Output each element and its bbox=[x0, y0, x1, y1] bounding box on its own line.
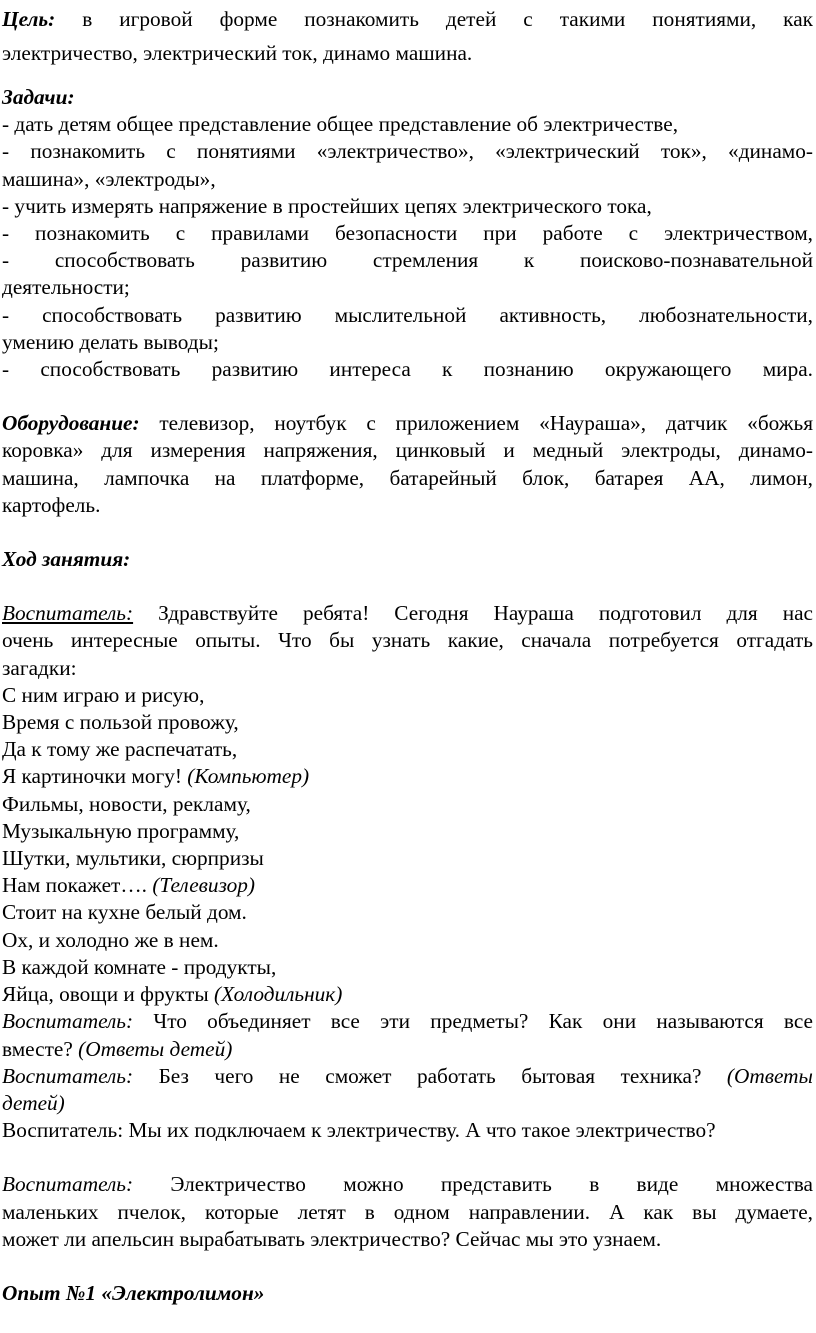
dialog-line bbox=[2, 1036, 813, 1063]
dialog-line bbox=[2, 1063, 813, 1090]
equipment-line: коровка» для измерения напряжения, цинковый и медный электроды, динамо- bbox=[2, 438, 813, 463]
task-line: - учить измерять напряжение в простейших цепях электрического тока, bbox=[2, 193, 652, 218]
dialog-line: может ли апельсин вырабатывать электричество? Сейчас мы это узнаем. bbox=[2, 1226, 662, 1251]
intro-line-1 bbox=[2, 600, 813, 627]
riddle-line bbox=[2, 872, 813, 899]
dialog-answer: (Ответы детей) bbox=[78, 1036, 233, 1061]
riddle-line: Стоит на кухне белый дом. bbox=[2, 900, 247, 925]
riddle-text: Нам покажет…. bbox=[2, 873, 147, 898]
riddle-line: Да к тому же распечатать, bbox=[2, 737, 238, 762]
riddle-answer: (Холодильник) bbox=[213, 982, 343, 1007]
dialog-text: Без чего не сможет работать бытовая техника? bbox=[158, 1063, 702, 1088]
progress-label: Ход занятия: bbox=[2, 547, 131, 572]
task-line: - познакомить с понятиями «электричество», «электрический ток», «динамо- bbox=[2, 139, 813, 164]
riddle-line: В каждой комнате - продукты, bbox=[2, 954, 277, 979]
goal-line-2: электричество, электрический ток, динамо машина. bbox=[2, 41, 473, 65]
task-line: - познакомить с правилами безопасности при работе с электричеством, bbox=[2, 221, 813, 246]
task-line: деятельности; bbox=[2, 275, 130, 300]
dialog-answer: детей) bbox=[2, 1090, 65, 1115]
goal-line-1 bbox=[2, 2, 813, 36]
task-line: - способствовать развитию стремления к поисково-познавательной bbox=[2, 248, 813, 273]
task-line: - способствовать развитию мыслительной активность, любознательности, bbox=[2, 302, 813, 327]
goal-text-1: в игровой форме познакомить детей с такими понятиями, как bbox=[82, 7, 814, 31]
dialog-text: Электричество можно представить в виде множества bbox=[170, 1172, 814, 1197]
dialog-line bbox=[2, 1008, 813, 1035]
riddle-answer: (Компьютер) bbox=[187, 764, 310, 789]
dialog-line: маленьких пчелок, которые летят в одном направлении. А как вы думаете, bbox=[2, 1199, 813, 1224]
riddle-line: Время с пользой провожу, bbox=[2, 710, 239, 735]
riddle-line: Музыкальную программу, bbox=[2, 818, 240, 843]
experiment-title: Опыт №1 «Электролимон» bbox=[2, 1280, 265, 1305]
task-line: умению делать выводы; bbox=[2, 329, 219, 354]
riddle-line: С ним играю и рисую, bbox=[2, 682, 205, 707]
dialog-line bbox=[2, 1171, 813, 1198]
equipment-line: машина, лампочка на платформе, батарейный блок, батарея АА, лимон, bbox=[2, 465, 813, 490]
speaker-label: Воспитатель: bbox=[2, 1063, 134, 1088]
intro-line: очень интересные опыты. Что бы узнать какие, сначала потребуется отгадать bbox=[2, 628, 813, 653]
riddle-line: Фильмы, новости, рекламу, bbox=[2, 791, 251, 816]
dialog-text: вместе? bbox=[2, 1036, 73, 1061]
speaker-label: Воспитатель: bbox=[2, 1009, 134, 1034]
equipment-line: картофель. bbox=[2, 492, 101, 517]
equipment-label: Оборудование: bbox=[2, 411, 140, 436]
goal-label: Цель: bbox=[2, 7, 56, 31]
task-line: машина», «электроды», bbox=[2, 166, 216, 191]
task-line: - способствовать развитию интереса к познанию окружающего мира. bbox=[2, 357, 813, 382]
riddle-line: Шутки, мультики, сюрпризы bbox=[2, 846, 264, 871]
speaker-label: Воспитатель: bbox=[2, 1172, 134, 1197]
tasks-label: Задачи: bbox=[2, 85, 75, 109]
riddle-text: Я картиночки могу! bbox=[2, 764, 182, 789]
dialog-text: Что объединяет все эти предметы? Как они называются все bbox=[153, 1009, 813, 1034]
dialog-line: Воспитатель: Мы их подключаем к электричеству. А что такое электричество? bbox=[2, 1118, 716, 1143]
intro-line: загадки: bbox=[2, 655, 77, 680]
task-line: - дать детям общее представление общее представление об электричестве, bbox=[2, 112, 679, 137]
equipment-line-1 bbox=[2, 410, 813, 437]
intro-text-1: Здравствуйте ребята! Сегодня Наураша подготовил для нас bbox=[158, 601, 814, 626]
speaker-label: Воспитатель: bbox=[2, 601, 134, 626]
riddle-line bbox=[2, 981, 813, 1008]
dialog-answer: (Ответы bbox=[726, 1063, 813, 1088]
riddle-text: Яйца, овощи и фрукты bbox=[2, 982, 209, 1007]
equipment-text-1: телевизор, ноутбук с приложением «Наураша», датчик «божья bbox=[159, 411, 813, 436]
riddle-answer: (Телевизор) bbox=[152, 873, 255, 898]
riddle-line: Ох, и холодно же в нем. bbox=[2, 927, 219, 952]
riddle-line bbox=[2, 763, 813, 790]
